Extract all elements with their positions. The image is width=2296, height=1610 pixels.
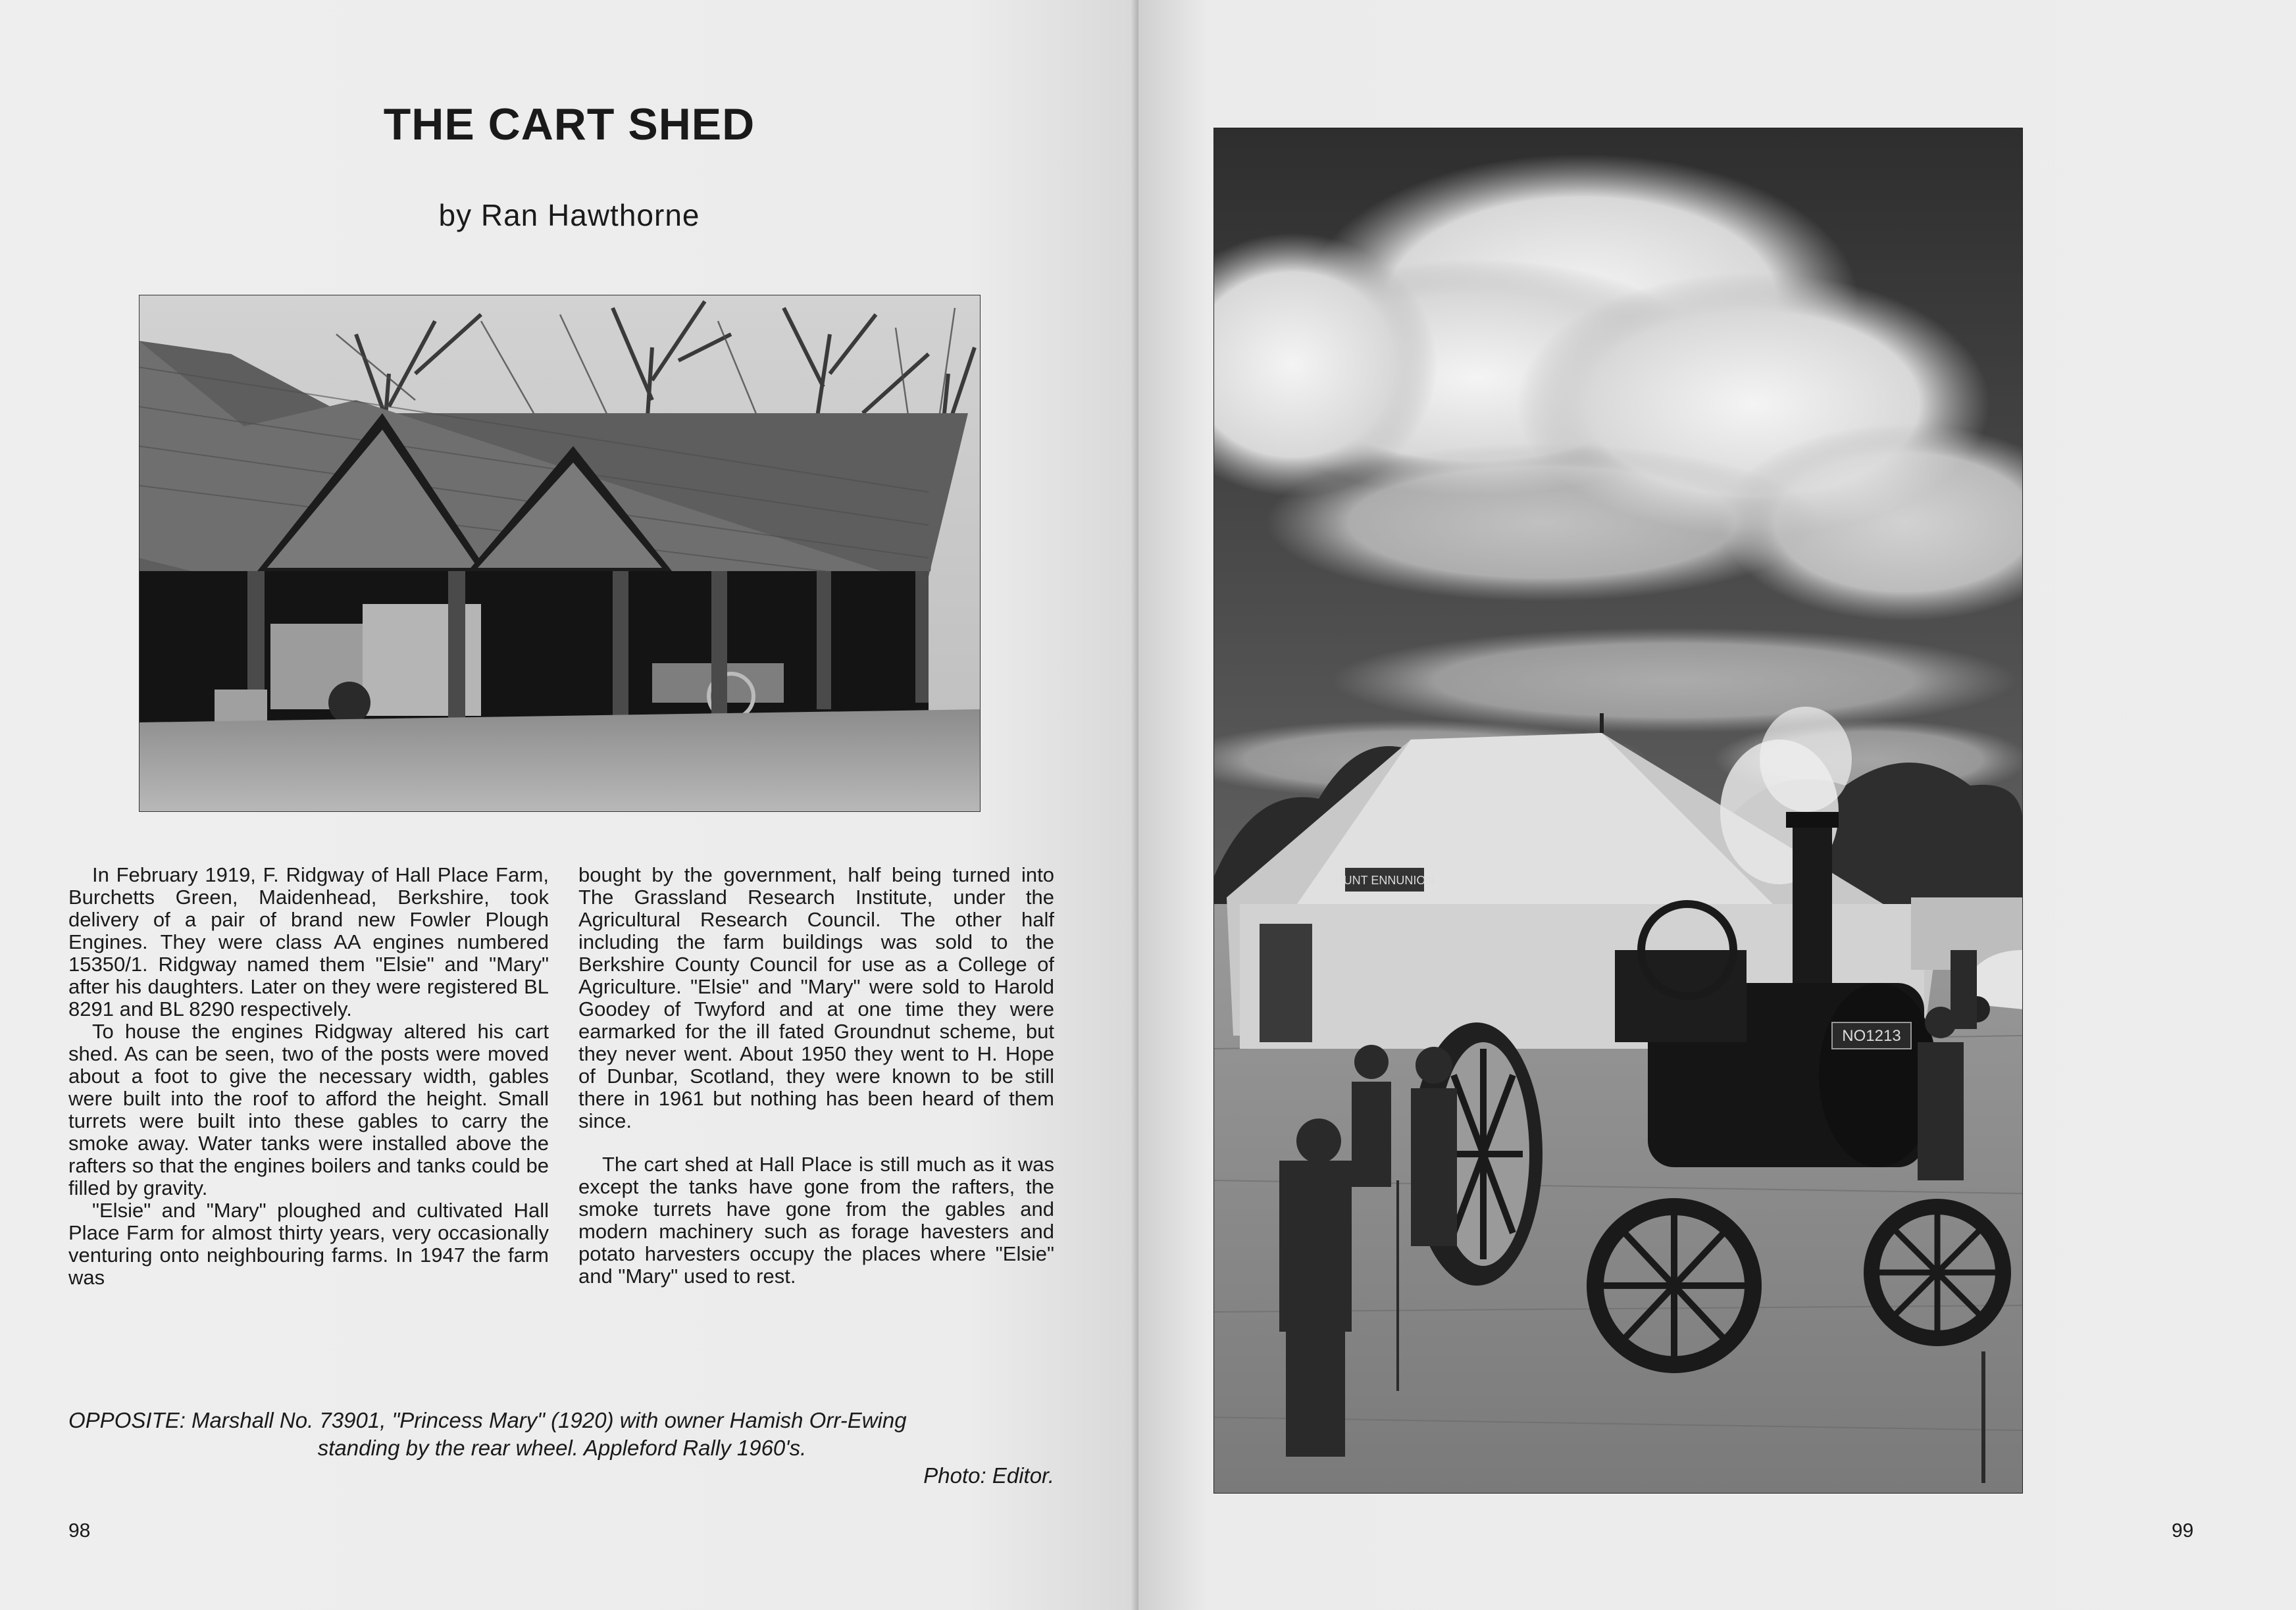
article-title: THE CART SHED	[383, 99, 755, 149]
caption-line-2: standing by the rear wheel. Appleford Rally 1960's.	[317, 1436, 807, 1460]
text-column-1	[68, 864, 549, 1289]
photo-caption	[68, 1407, 1056, 1462]
page-number-right: 99	[2172, 1520, 2194, 1542]
photo-credit: Photo: Editor.	[923, 1463, 1054, 1488]
paragraph: In February 1919, F. Ridgway of Hall Place Farm, Burchetts Green, Maidenhead, Berkshire, took delivery of a pair of brand new Fowler Plough Engines. They were class AA engines numbered 15350/1. Ridgway named them "Elsie" and "Mary" after his daughters. Later on they were registered BL 8291 and BL 8290 respectively.	[68, 863, 549, 1020]
text-column-2	[578, 864, 1054, 1288]
paragraph: "Elsie" and "Mary" ploughed and cultivated Hall Place Farm for almost thirty years, very occasionally venturing onto neighbouring farms. In 1947 the farm was	[68, 1199, 549, 1289]
page-number-left: 98	[68, 1520, 91, 1542]
paragraph: To house the engines Ridgway altered his cart shed. As can be seen, two of the posts were moved about a foot to give the necessary width, gables were built into the roof to afford the height. Small turrets were built into these gables to carry the smoke away. Water tanks were installed above the rafters so that the engines boilers and tanks could be filled by gravity.	[68, 1020, 549, 1199]
paragraph: The cart shed at Hall Place is still much as it was except the tanks have gone from the rafters, the smoke turrets have gone from the gables and modern machinery such as forage havesters and potato harvesters occupy the places where "Elsie" and "Mary" used to rest.	[578, 1153, 1054, 1288]
tent-sign-text: HUNT ENNUNION	[1335, 874, 1435, 887]
steam-engine-photo	[1213, 128, 2023, 1494]
caption-line-1: OPPOSITE: Marshall No. 73901, "Princess Mary" (1920) with owner Hamish Orr-Ewing	[68, 1408, 907, 1432]
paragraph: bought by the government, half being turned into The Grassland Research Institute, under the Agricultural Research Council. The other half including the farm buildings was sold to the Berkshire County Council for use as a College of Agriculture. "Elsie" and "Mary" were sold to Harold Goodey of Twyford and at one time they were earmarked for the ill fated Groundnut scheme, but they never went. About 1950 they went to H. Hope of Dunbar, Scotland, they were known to be still there in 1961 but nothing has been heard of them since.	[578, 863, 1054, 1132]
cart-shed-photo	[139, 295, 981, 812]
byline: by Ran Hawthorne	[438, 198, 700, 232]
left-page	[0, 0, 1138, 1610]
engine-plate-text: NO1213	[1842, 1027, 1901, 1045]
right-page	[1138, 0, 2296, 1610]
